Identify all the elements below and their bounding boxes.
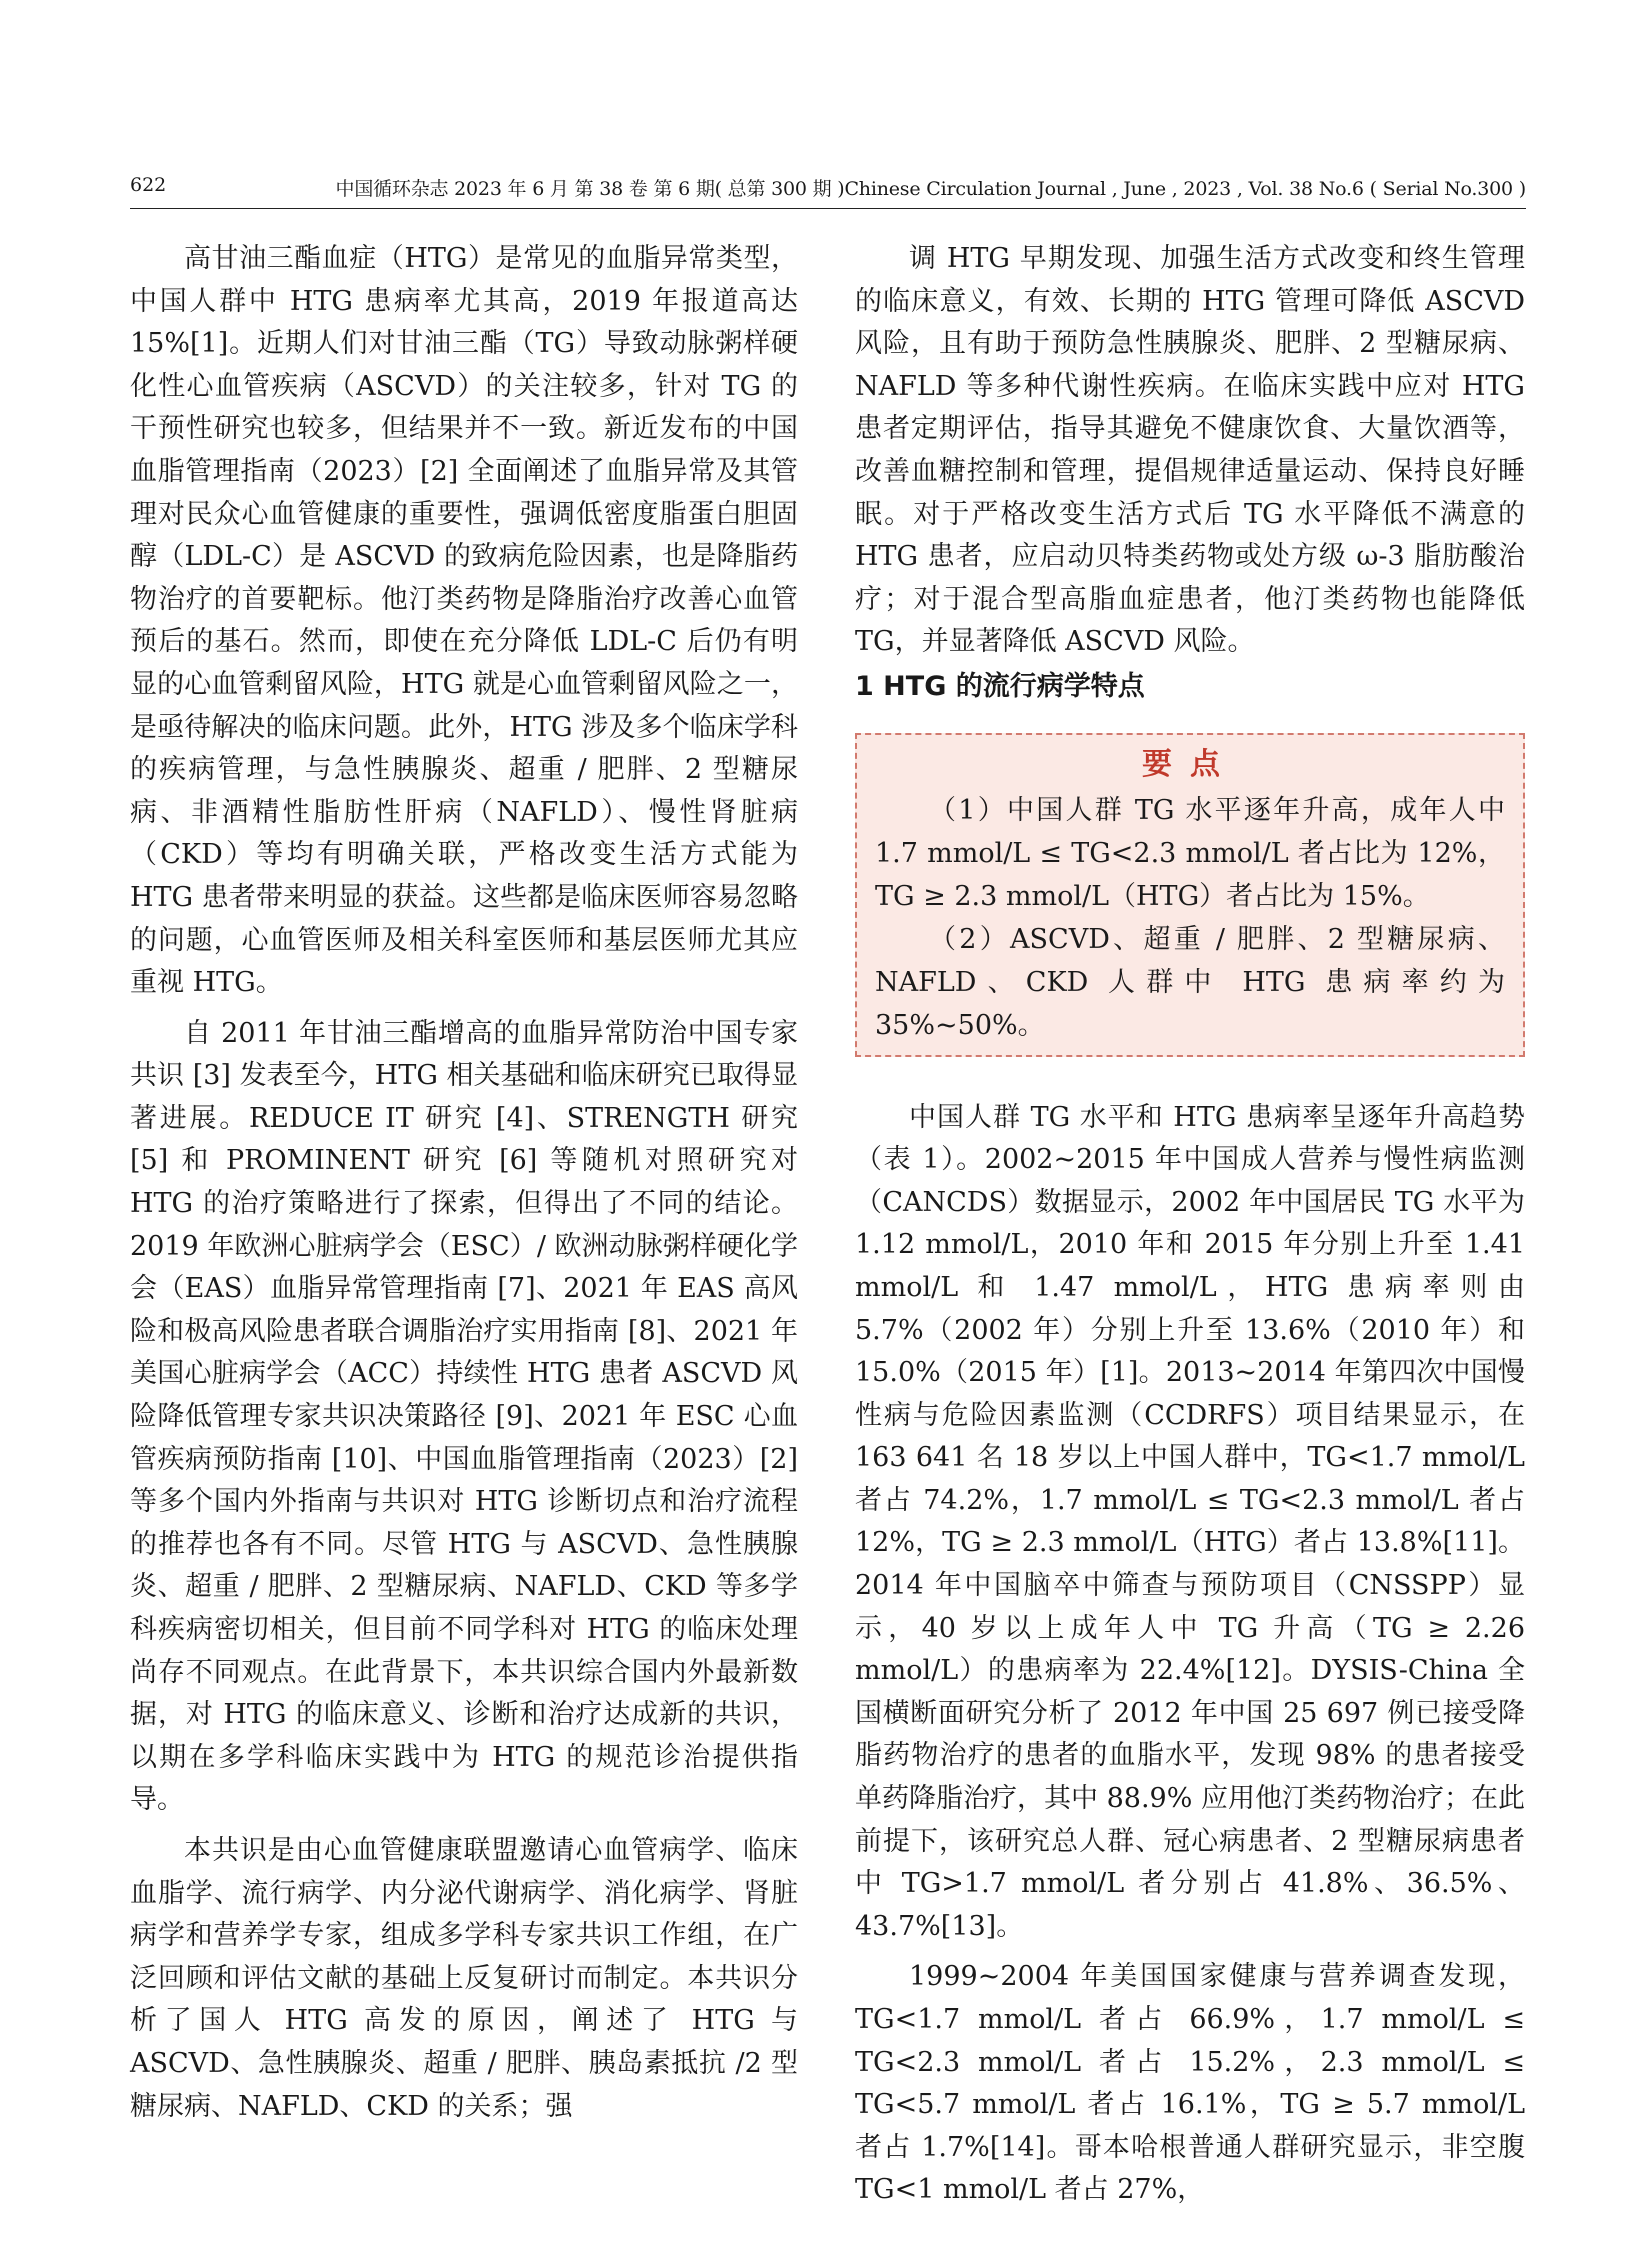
left-column — [130, 238, 798, 2128]
page-number: 622 — [130, 174, 167, 196]
paragraph-intro: 高甘油三酯血症（HTG）是常见的血脂异常类型，中国人群中 HTG 患病率尤其高，2019 年报道高达 15%[1]。近期人们对甘油三酯（TG）导致动脉粥样硬化性心血管疾病（ASCVD）的关注较多，针对 TG 的干预性研究也较多，但结果并不一致。新近发布的中国血脂管理指南（2023）[2] 全面阐述了血脂异常及其管理对民众心血管健康的重要性，强调低密度脂蛋白胆固醇（LDL-C）是 ASCVD 的致病危险因素，也是降脂药物治疗的首要靶标。他汀类药物是降脂治疗改善心血管预后的基石。然而，即使在充分降低 LDL-C 后仍有明显的心血管剩留风险，HTG 就是心血管剩留风险之一，是亟待解决的临床问题。此外，HTG 涉及多个临床学科的疾病管理，与急性胰腺炎、超重 / 肥胖、2 型糖尿病、非酒精性脂肪性肝病（NAFLD）、慢性肾脏病（CKD）等均有明确关联，严格改变生活方式能为 HTG 患者带来明显的获益。这些都是临床医师容易忽略的问题，心血管医师及相关科室医师和基层医师尤其应重视 HTG。 — [130, 243, 798, 999]
paragraph-epidemiology-china: 中国人群 TG 水平和 HTG 患病率呈逐年升高趋势（表 1）。2002~2015 年中国成人营养与慢性病监测（CANCDS）数据显示，2002 年中国居民 TG 水平为 1.12 mmol/L，2010 年和 2015 年分别上升至 1.41 mmol/L 和 1.47 mmol/L，HTG 患病率则由 5.7%（2002 年）分别上升至 13.6%（2010 年）和 15.0%（2015 年）[1]。2013~2014 年第四次中国慢性病与危险因素监测（CCDRFS）项目结果显示，在 163 641 名 18 岁以上中国人群中，TG<1.7 mmol/L 者占 74.2%，1.7 mmol/L ≤ TG<2.3 mmol/L 者占 12%，TG ≥ 2.3 mmol/L（HTG）者占 13.8%[11]。2014 年中国脑卒中筛查与预防项目（CNSSPP）显示，40 岁以上成年人中 TG 升高（TG ≥ 2.26 mmol/L）的患病率为 22.4%[12]。DYSIS-China 全国横断面研究分析了 2012 年中国 25 697 例已接受降脂药物治疗的患者的血脂水平，发现 98% 的患者接受单药降脂治疗，其中 88.9% 应用他汀类药物治疗；在此前提下，该研究总人群、冠心病患者、2 型糖尿病患者中 TG>1.7 mmol/L 者分别占 41.8%、36.5%、43.7%[13]。 — [855, 1101, 1525, 1942]
section-heading: 1 HTG 的流行病学特点 — [855, 670, 1145, 702]
paragraph-epidemiology-usa: 1999~2004 年美国国家健康与营养调查发现，TG<1.7 mmol/L 者占 66.9%，1.7 mmol/L ≤ TG<2.3 mmol/L 者占 15.2%，2.3 mmol/L ≤ TG<5.7 mmol/L 者占 16.1%，TG ≥ 5.7 mmol/L 者占 1.7%[14]。哥本哈根普通人群研究显示，非空腹 TG<1 mmol/L 者占 27%， — [855, 1961, 1525, 2206]
key-point-item: （2）ASCVD、超重 / 肥胖、2 型糖尿病、NAFLD、CKD 人群中 HTG 患病率约为 35%~50%。 — [875, 923, 1505, 1041]
paragraph-background: 自 2011 年甘油三酯增高的血脂异常防治中国专家共识 [3] 发表至今，HTG 相关基础和临床研究已取得显著进展。REDUCE IT 研究 [4]、STRENGTH 研究 [5] 和 PROMINENT 研究 [6] 等随机对照研究对 HTG 的治疗策略进行了探索，但得出了不同的结论。2019 年欧洲心脏病学会（ESC）/ 欧洲动脉粥样硬化学会（EAS）血脂异常管理指南 [7]、2021 年 EAS 高风险和极高风险患者联合调脂治疗实用指南 [8]、2021 年美国心脏病学会（ACC）持续性 HTG 患者 ASCVD 风险降低管理专家共识决策路径 [9]、2021 年 ESC 心血管疾病预防指南 [10]、中国血脂管理指南（2023）[2] 等多个国内外指南与共识对 HTG 诊断切点和治疗流程的推荐也各有不同。尽管 HTG 与 ASCVD、急性胰腺炎、超重 / 肥胖、2 型糖尿病、NAFLD、CKD 等多学科疾病密切相关，但目前不同学科对 HTG 的临床处理尚存不同观点。在此背景下，本共识综合国内外最新数据，对 HTG 的临床意义、诊断和治疗达成新的共识，以期在多学科临床实践中为 HTG 的规范诊治提供指导。 — [130, 1017, 798, 1816]
paragraph-method: 本共识是由心血管健康联盟邀请心血管病学、临床血脂学、流行病学、内分泌代谢病学、消化病学、肾脏病学和营养学专家，组成多学科专家共识工作组，在广泛回顾和评估文献的基础上反复研讨而制定。本共识分析了国人 HTG 高发的原因，阐述了 HTG 与 ASCVD、急性胰腺炎、超重 / 肥胖、胰岛素抵抗 /2 型糖尿病、NAFLD、CKD 的关系；强 — [130, 1834, 798, 2122]
key-point-item: （1）中国人群 TG 水平逐年升高，成年人中 1.7 mmol/L ≤ TG<2.3 mmol/L 者占比为 12%，TG ≥ 2.3 mmol/L（HTG）者占比为 15%。 — [875, 794, 1505, 912]
key-points-title: 要点 — [1142, 746, 1238, 782]
running-header — [130, 168, 1526, 209]
paragraph-continued: 调 HTG 早期发现、加强生活方式改变和终生管理的临床意义，有效、长期的 HTG 管理可降低 ASCVD 风险，且有助于预防急性胰腺炎、肥胖、2 型糖尿病、NAFLD 等多种代谢性疾病。在临床实践中应对 HTG 患者定期评估，指导其避免不健康饮食、大量饮酒等，改善血糖控制和管理，提倡规律适量运动、保持良好睡眠。对于严格改变生活方式后 TG 水平降低不满意的 HTG 患者，应启动贝特类药物或处方级 ω-3 脂肪酸治疗；对于混合型高脂血症患者，他汀类药物也能降低 TG，并显著降低 ASCVD 风险。 — [855, 243, 1525, 658]
journal-citation: 中国循环杂志 2023 年 6 月 第 38 卷 第 6 期( 总第 300 期 )Chinese Circulation Journal , June , 2023 , Vol. 38 No.6 ( Serial No.300 ) — [335, 178, 1526, 200]
key-points-box — [855, 733, 1525, 1057]
right-column — [855, 238, 1525, 2212]
